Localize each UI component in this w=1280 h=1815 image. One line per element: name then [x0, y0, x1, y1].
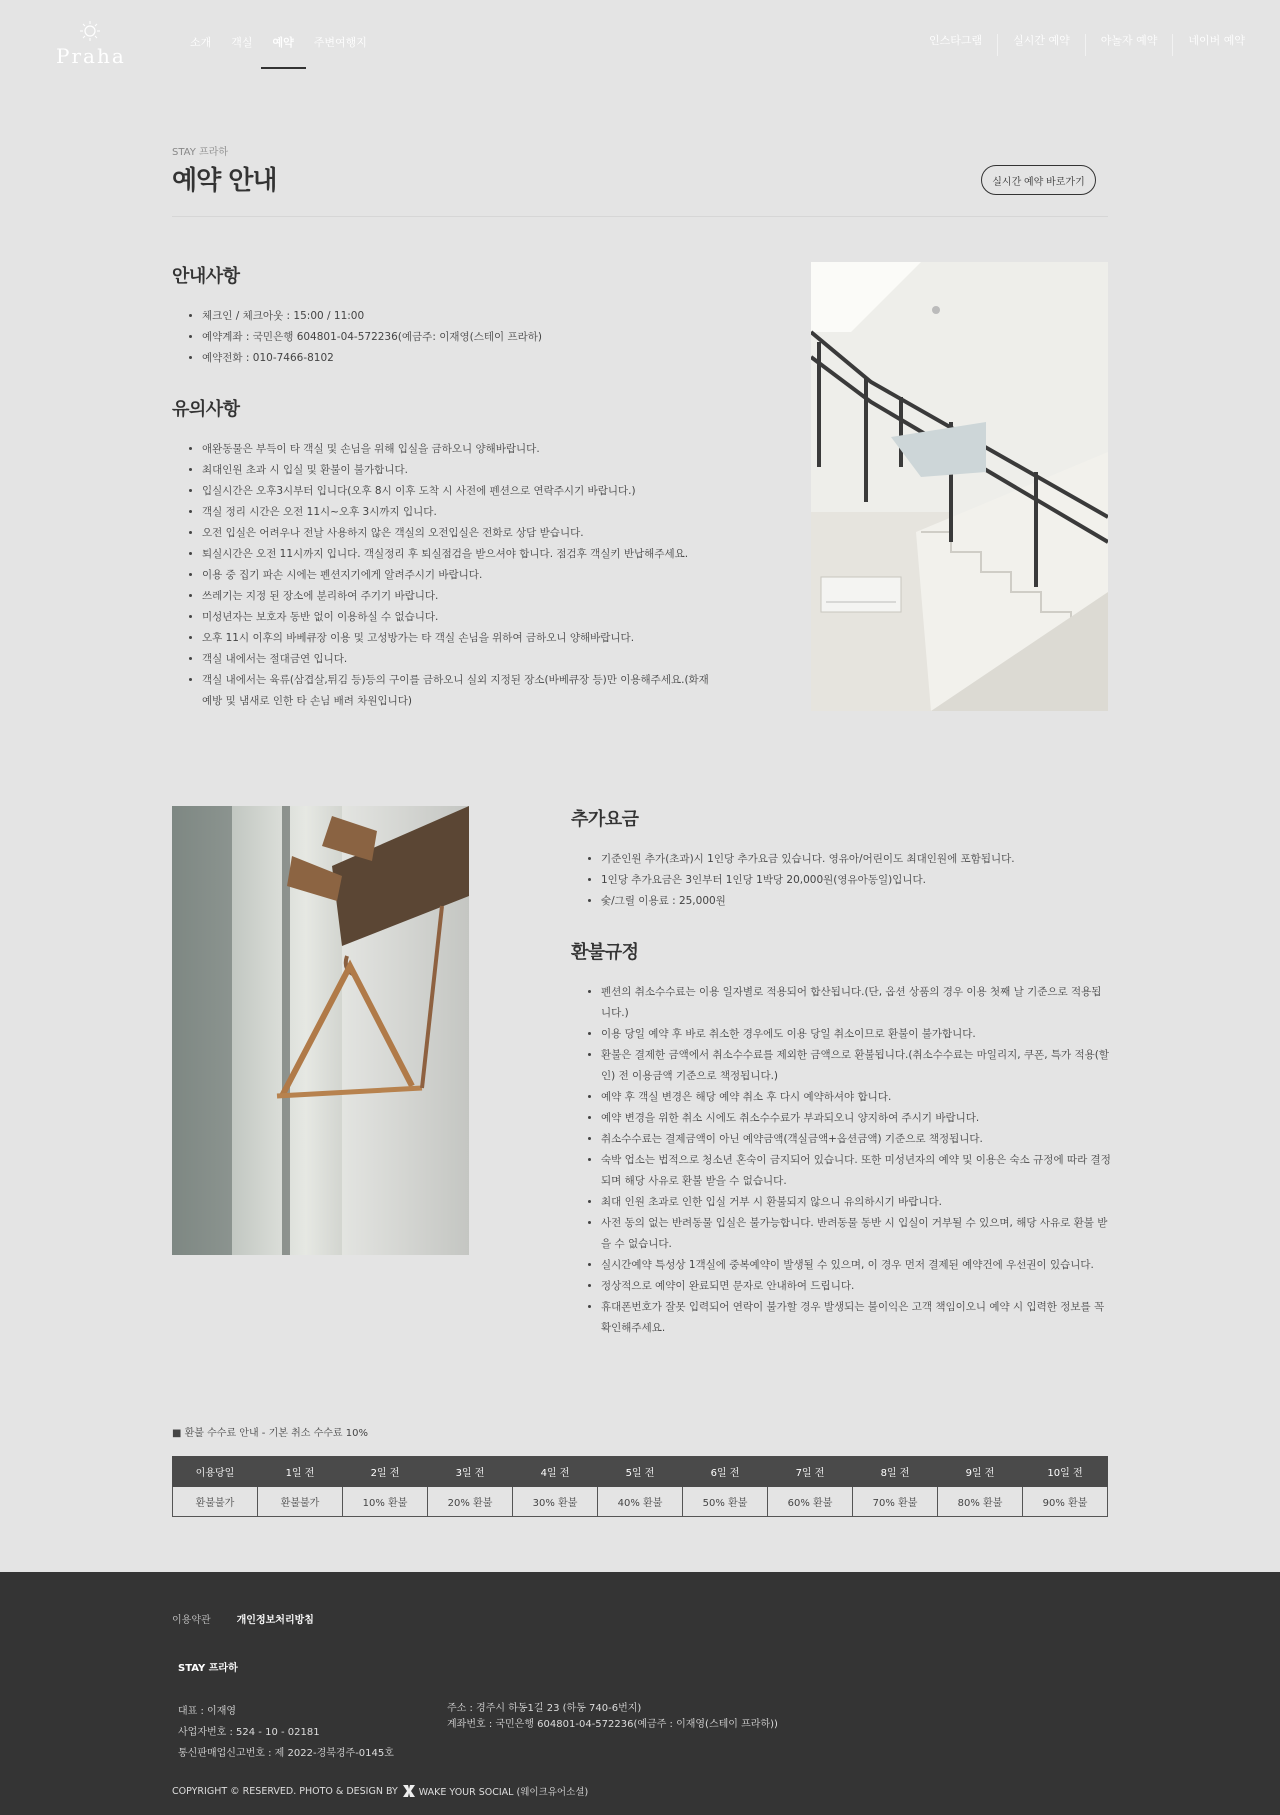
footer-contact-info	[447, 1701, 778, 1733]
terms-link[interactable]: 이용약관	[172, 1615, 211, 1626]
sun-logo-icon	[79, 20, 101, 42]
designer-credit[interactable]: WAKE YOUR SOCIAL (웨이크유어소셜)	[418, 1787, 589, 1798]
list-item: • 오후 11시 이후의 바베큐장 이용 및 고성방가는 타 객실 손님을 위하여 금하오니 양해바랍니다.	[202, 628, 712, 649]
refund-policy-title: 환불규정	[571, 942, 639, 963]
list-item: • 체크인 / 체크아웃 : 15:00 / 11:00	[202, 306, 712, 327]
table-header: 6일 전	[683, 1457, 768, 1487]
footer-ceo: 대표 : 이재영	[178, 1706, 237, 1717]
site-footer	[0, 1572, 1280, 1815]
list-item: • 기준인원 추가(초과)시 1인당 추가요금 있습니다. 영유아/어린이도 최대인원에 포함됩니다.	[601, 849, 1111, 870]
footer-account: 계좌번호 : 국민은행 604801-04-572236(예금주 : 이재영(스테이 프라하))	[447, 1719, 778, 1730]
util-realtime-reservation[interactable]: 실시간 예약	[997, 34, 1085, 56]
logo-text: Praha	[56, 44, 126, 68]
refund-policy-section	[571, 938, 1111, 1339]
extra-fee-section	[571, 805, 1111, 912]
list-item: • 이용 당일 예약 후 바로 취소한 경우에도 이용 당일 취소이므로 환불이 불가합니다.	[601, 1024, 1111, 1045]
util-nav	[914, 34, 1260, 56]
footer-address: 주소 : 경주시 하동1길 23 (하동 740-6번지)	[447, 1703, 642, 1714]
footer-copyright	[172, 1784, 588, 1798]
list-item: • 휴대폰번호가 잘못 입력되어 연락이 불가할 경우 발생되는 불이익은 고객 책임이오니 예약 시 입력한 정보를 꼭 확인해주세요.	[601, 1297, 1111, 1339]
util-naver-reservation[interactable]: 네이버 예약	[1172, 34, 1260, 56]
hanger-photo	[172, 806, 469, 1255]
nav-rooms[interactable]: 객실	[231, 36, 253, 49]
guide-title: 안내사항	[172, 266, 240, 287]
list-item: • 펜션의 취소수수료는 이용 일자별로 적용되어 합산됩니다.(단, 옵션 상품의 경우 이용 첫째 날 기준으로 적용됩니다.)	[601, 982, 1111, 1024]
list-item: • 퇴실시간은 오전 11시까지 입니다. 객실정리 후 퇴실점검을 받으셔야 합니다. 점검후 객실키 반납해주세요.	[202, 544, 712, 565]
list-item: • 숯/그릴 이용료 : 25,000원	[601, 891, 1111, 912]
table-cell: 30% 환불	[513, 1487, 598, 1517]
staircase-photo	[811, 262, 1108, 711]
list-item: • 입실시간은 오후3시부터 입니다(오후 8시 이후 도착 시 사전에 펜션으로 연락주시기 바랍니다.)	[202, 481, 712, 502]
privacy-policy-link[interactable]: 개인정보처리방침	[236, 1615, 314, 1626]
table-cell: 90% 환불	[1023, 1487, 1108, 1517]
logo[interactable]	[56, 20, 124, 68]
realtime-reservation-button[interactable]: 실시간 예약 바로가기	[981, 165, 1096, 195]
main-nav	[180, 34, 377, 70]
guide-list	[172, 306, 712, 369]
footer-mail-order: 통신판매업신고번호 : 제 2022-경북경주-0145호	[178, 1748, 394, 1759]
table-cell: 70% 환불	[853, 1487, 938, 1517]
footer-links	[172, 1611, 340, 1626]
notice-section	[172, 395, 712, 712]
footer-company-name: STAY 프라하	[178, 1663, 238, 1674]
table-header-row	[173, 1457, 1108, 1487]
list-item: • 실시간예약 특성상 1객실에 중복예약이 발생될 수 있으며, 이 경우 먼저 결제된 예약건에 우선권이 있습니다.	[601, 1255, 1111, 1276]
list-item: • 숙박 업소는 법적으로 청소년 혼숙이 금지되어 있습니다. 또한 미성년자의 예약 및 이용은 숙소 규정에 따라 결정되며 해당 사유로 환불 받을 수 없습니다.	[601, 1150, 1111, 1192]
list-item: • 애완동물은 부득이 타 객실 및 손님을 위해 입실을 금하오니 양해바랍니다.	[202, 439, 712, 460]
page-title-area	[172, 143, 1108, 217]
notice-list	[172, 439, 712, 712]
page-title: 예약 안내	[172, 166, 277, 196]
list-item: • 이용 중 집기 파손 시에는 펜션지기에게 알려주시기 바랍니다.	[202, 565, 712, 586]
list-item: • 객실 내에서는 절대금연 입니다.	[202, 649, 712, 670]
wake-your-social-logo-icon	[402, 1784, 416, 1798]
refund-policy-list	[571, 982, 1111, 1339]
refund-fee-note: ■ 환불 수수료 안내 - 기본 취소 수수료 10%	[172, 1428, 368, 1439]
list-item: • 객실 내에서는 육류(삼겹살,튀김 등)등의 구이를 금하오니 실외 지정된 장소(바베큐장 등)만 이용해주세요.(화재예방 및 냄새로 인한 타 손님 배려 차원입니다)	[202, 670, 712, 712]
table-row	[173, 1487, 1108, 1517]
table-header: 8일 전	[853, 1457, 938, 1487]
nav-nearby[interactable]: 주변여행지	[313, 36, 367, 49]
table-header: 이용당일	[173, 1457, 258, 1487]
extra-fee-title: 추가요금	[571, 809, 639, 830]
table-cell: 40% 환불	[598, 1487, 683, 1517]
page-subtitle: STAY 프라하	[172, 147, 229, 158]
table-header: 1일 전	[258, 1457, 343, 1487]
guide-section	[172, 262, 712, 369]
list-item: • 쓰레기는 지정 된 장소에 분리하여 주기기 바랍니다.	[202, 586, 712, 607]
table-cell: 환불불가	[258, 1487, 343, 1517]
table-cell: 80% 환불	[938, 1487, 1023, 1517]
list-item: • 예약전화 : 010-7466-8102	[202, 348, 712, 369]
table-header: 9일 전	[938, 1457, 1023, 1487]
notice-title: 유의사항	[172, 399, 240, 420]
list-item: • 객실 정리 시간은 오전 11시~오후 3시까지 입니다.	[202, 502, 712, 523]
table-header: 3일 전	[428, 1457, 513, 1487]
list-item: • 사전 동의 없는 반려동물 입실은 불가능합니다. 반려동물 동반 시 입실이 거부될 수 있으며, 해당 사유로 환불 받을 수 없습니다.	[601, 1213, 1111, 1255]
table-cell: 환불불가	[173, 1487, 258, 1517]
nav-about[interactable]: 소개	[190, 36, 212, 49]
list-item: • 오전 입실은 어려우나 전날 사용하지 않은 객실의 오전입실은 전화로 상담 받습니다.	[202, 523, 712, 544]
list-item: • 환불은 결제한 금액에서 취소수수료를 제외한 금액으로 환불됩니다.(취소수수료는 마일리지, 쿠폰, 특가 적용(할인) 전 이용금액 기준으로 책정됩니다.)	[601, 1045, 1111, 1087]
util-yanolja-reservation[interactable]: 야놀자 예약	[1085, 34, 1173, 56]
table-cell: 60% 환불	[768, 1487, 853, 1517]
table-cell: 20% 환불	[428, 1487, 513, 1517]
list-item: • 예약 변경을 위한 취소 시에도 취소수수료가 부과되오니 양지하여 주시기 바랍니다.	[601, 1108, 1111, 1129]
table-header: 5일 전	[598, 1457, 683, 1487]
list-item: • 정상적으로 예약이 완료되면 문자로 안내하여 드립니다.	[601, 1276, 1111, 1297]
list-item: • 예약계좌 : 국민은행 604801-04-572236(예금주: 이재영(스테이 프라하)	[202, 327, 712, 348]
extra-fee-list	[571, 849, 1111, 912]
list-item: • 최대인원 초과 시 입실 및 환불이 불가합니다.	[202, 460, 712, 481]
table-header: 7일 전	[768, 1457, 853, 1487]
list-item: • 1인당 추가요금은 3인부터 1인당 1박당 20,000원(영유아동일)입니다.	[601, 870, 1111, 891]
table-header: 4일 전	[513, 1457, 598, 1487]
table-header: 10일 전	[1023, 1457, 1108, 1487]
list-item: • 미성년자는 보호자 동반 없이 이용하실 수 없습니다.	[202, 607, 712, 628]
list-item: • 취소수수료는 결제금액이 아닌 예약금액(객실금액+옵션금액) 기준으로 책정됩니다.	[601, 1129, 1111, 1150]
nav-reservation[interactable]: 예약	[263, 34, 304, 70]
table-cell: 10% 환불	[343, 1487, 428, 1517]
refund-fee-table	[172, 1456, 1108, 1517]
footer-company-info	[178, 1701, 394, 1764]
table-cell: 50% 환불	[683, 1487, 768, 1517]
copyright-text: COPYRIGHT © RESERVED. PHOTO & DESIGN BY	[172, 1785, 398, 1797]
list-item: • 예약 후 객실 변경은 해당 예약 취소 후 다시 예약하셔야 합니다.	[601, 1087, 1111, 1108]
table-header: 2일 전	[343, 1457, 428, 1487]
list-item: • 최대 인원 초과로 인한 입실 거부 시 환불되지 않으니 유의하시기 바랍니다.	[601, 1192, 1111, 1213]
footer-biz-no: 사업자번호 : 524 - 10 - 02181	[178, 1727, 320, 1738]
util-instagram[interactable]: 인스타그램	[928, 34, 983, 47]
site-header	[0, 0, 1280, 90]
